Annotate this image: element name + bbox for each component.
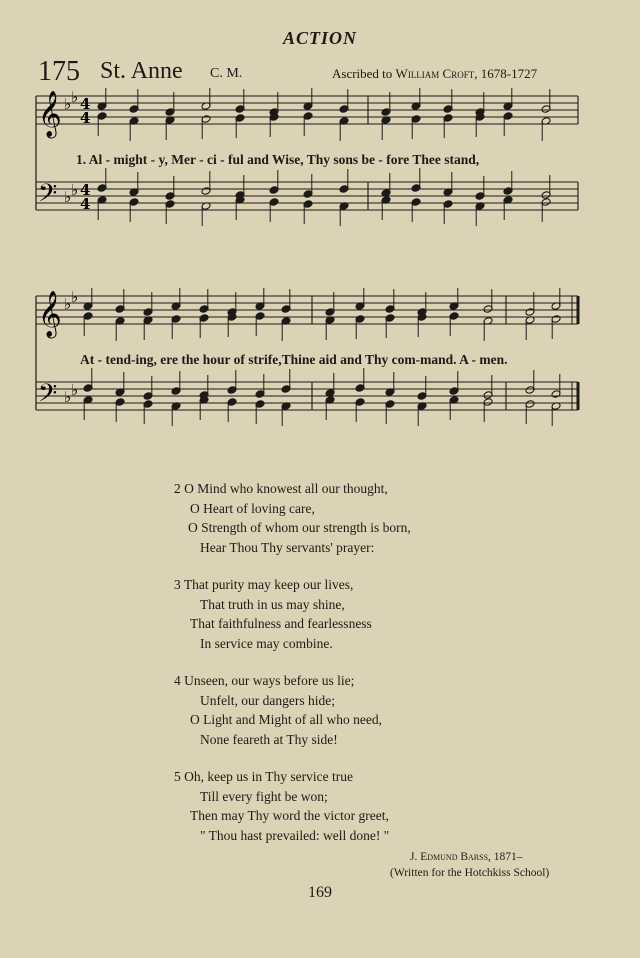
bass-clef-icon: 𝄢 xyxy=(38,179,58,214)
composer-name: William Croft, xyxy=(395,66,478,81)
stanza-line: That truth in us may shine, xyxy=(200,596,345,612)
treble-flat-icon: ♭ xyxy=(64,95,72,113)
stanza-line: Unseen, our ways before us lie; xyxy=(184,673,355,688)
stanza-line: O Heart of loving care, xyxy=(190,500,315,516)
stanza-3 xyxy=(174,575,372,653)
lyric-line-1: 1. Al - might - y, Mer - ci - ful and Wise, Thy sons be - fore Thee stand, xyxy=(76,152,480,167)
stanza-line: O Light and Might of all who need, xyxy=(190,712,382,727)
composer-dates: 1678-1727 xyxy=(477,66,538,81)
stanza-line: Hear Thou Thy servants' prayer: xyxy=(200,539,375,555)
treble-flat-icon: ♭ xyxy=(64,295,72,313)
time-signature: 4 xyxy=(80,195,91,213)
text-credit-note: (Written for the Hotchkiss School) xyxy=(390,867,550,879)
stanza-line: In service may combine. xyxy=(200,635,333,651)
page-number: 169 xyxy=(308,884,332,901)
stanza-line: " Thou hast prevailed: well done! " xyxy=(200,827,390,843)
stanza-line: O Strength of whom our strength is born, xyxy=(188,520,411,535)
lyric-line-2: At - tend-ing, ere the hour of strife,Thine aid and Thy com-mand. A - men. xyxy=(80,352,508,367)
composer-attribution xyxy=(332,66,537,82)
bass-clef-icon: 𝄢 xyxy=(38,379,58,414)
stanza-number: 5 xyxy=(174,769,181,784)
stanza-line: O Mind who knowest all our thought, xyxy=(184,481,388,496)
stanza-line: Oh, keep us in Thy service true xyxy=(184,769,353,784)
treble-flat-icon: ♭ xyxy=(71,288,79,306)
stanza-4 xyxy=(174,671,382,749)
meter: C. M. xyxy=(210,66,243,81)
bass-flat-icon: ♭ xyxy=(71,381,79,399)
attribution-prefix: Ascribed to xyxy=(332,66,396,81)
stanza-line: None feareth at Thy side! xyxy=(200,731,338,747)
stanza-line: Till every fight be won; xyxy=(200,788,328,804)
time-signature: 4 xyxy=(80,95,91,113)
stanza-number: 3 xyxy=(174,577,181,592)
treble-clef-icon: 𝄞 xyxy=(38,91,62,137)
stanza-line: Unfelt, our dangers hide; xyxy=(200,692,335,708)
time-signature: 4 xyxy=(80,181,91,199)
section-title: ACTION xyxy=(282,28,357,48)
stanza-line: Then may Thy word the victor greet, xyxy=(190,808,389,823)
tune-name: St. Anne xyxy=(100,58,183,84)
stanza-number: 2 xyxy=(174,481,181,496)
bass-flat-icon: ♭ xyxy=(64,388,72,406)
bass-flat-icon: ♭ xyxy=(64,188,72,206)
treble-flat-icon: ♭ xyxy=(71,88,79,106)
stanza-2 xyxy=(174,479,411,557)
stanza-number: 4 xyxy=(174,673,181,688)
text-author-credit: J. Edmund Barss, 1871– xyxy=(410,851,523,863)
hymn-number: 175 xyxy=(38,56,80,87)
treble-clef-icon: 𝄞 xyxy=(38,291,62,337)
stanza-line: That faithfulness and fearlessness xyxy=(190,616,372,631)
stanza-line: That purity may keep our lives, xyxy=(183,577,354,592)
time-signature: 4 xyxy=(80,109,91,127)
stanza-5 xyxy=(174,767,389,845)
bass-flat-icon: ♭ xyxy=(71,181,79,199)
